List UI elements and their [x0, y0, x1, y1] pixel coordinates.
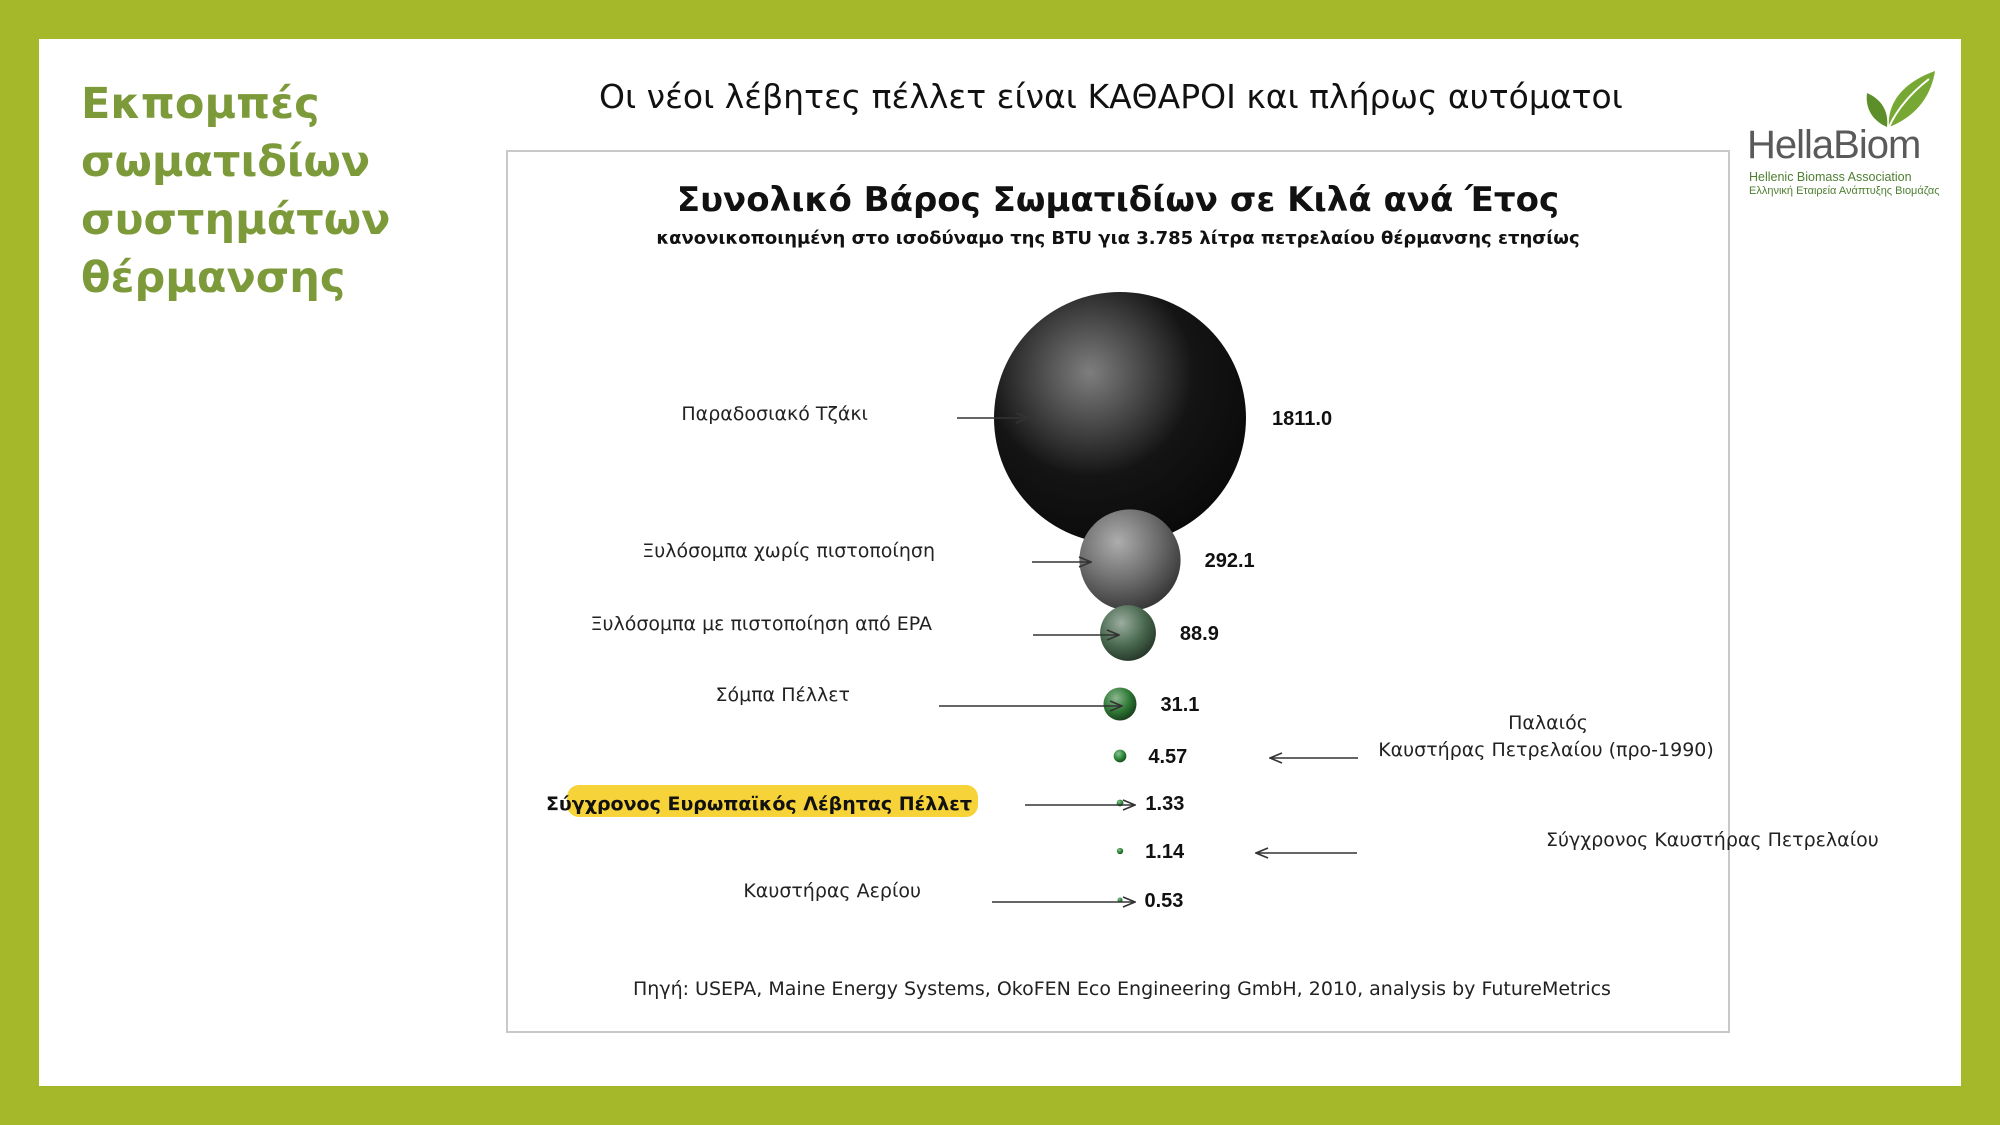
- headline: Οι νέοι λέβητες πέλλετ είναι ΚΑΘΑΡΟΙ και πλήρως αυτόματοι: [599, 77, 1623, 116]
- logo-brand: HellaBiom: [1747, 123, 1921, 167]
- bubble-value-4: 4.57: [1148, 746, 1188, 768]
- bubble-label-7: Καυστήρας Αερίου: [743, 880, 921, 902]
- chart-title: Συνολικό Βάρος Σωματιδίων σε Κιλά ανά Έτος: [676, 180, 1560, 220]
- side-title: Εκπομπές σωματιδίων συστημάτων θέρμανσης: [81, 79, 391, 303]
- bubble-2: [1100, 605, 1156, 661]
- bubble-series: [546, 292, 1879, 912]
- bubble-value-7: 0.53: [1144, 890, 1184, 912]
- bubble-label-0: Παραδοσιακό Τζάκι: [681, 403, 868, 425]
- bubble-label-3: Σόμπα Πέλλετ: [715, 684, 850, 706]
- slide: [39, 39, 1961, 1086]
- bubble-value-5: 1.33: [1145, 793, 1185, 815]
- bubble-6: [1117, 848, 1123, 854]
- bubble-4: [1114, 750, 1127, 763]
- bubble-3: [1103, 687, 1136, 720]
- bubble-label-5: Σύγχρονος Ευρωπαϊκός Λέβητας Πέλλετ: [545, 793, 972, 815]
- bubble-1: [1079, 509, 1180, 610]
- bubble-value-2: 88.9: [1179, 623, 1219, 645]
- bubble-value-3: 31.1: [1160, 694, 1200, 716]
- chart-source: Πηγή: USEPA, Maine Energy Systems, OkoFEN Eco Engineering GmbH, 2010, analysis by FutureMetrics: [633, 978, 1611, 1000]
- bubble-label-6: Σύγχρονος Καυστήρας Πετρελαίου: [1546, 829, 1879, 851]
- bubble-value-6: 1.14: [1145, 841, 1185, 863]
- hellabiom-logo: [1739, 65, 1949, 205]
- logo-subtitle-en: Hellenic Biomass Association: [1749, 170, 1912, 184]
- logo-subtitle-gr: Ελληνική Εταιρεία Ανάπτυξης Βιομάζας: [1749, 185, 1940, 197]
- chart-subtitle: κανονικοποιημένη στο ισοδύναμο της BTU για 3.785 λίτρα πετρελαίου θέρμανσης ετησίως: [656, 228, 1580, 249]
- bubble-label-4: Παλαιός Καυστήρας Πετρελαίου (προ-1990): [1378, 712, 1714, 761]
- bubble-value-1: 292.1: [1204, 550, 1255, 572]
- bubble-label-1: Ξυλόσομπα χωρίς πιστοποίηση: [642, 540, 935, 562]
- bubble-label-2: Ξυλόσομπα με πιστοποίηση από EPA: [590, 613, 932, 635]
- bubble-0: [994, 292, 1246, 544]
- bubble-value-0: 1811.0: [1272, 408, 1333, 430]
